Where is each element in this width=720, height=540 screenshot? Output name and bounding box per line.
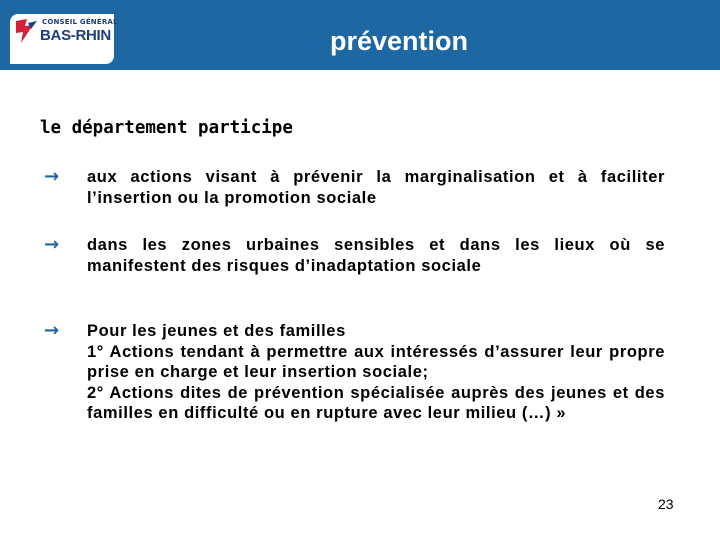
header-bar [0, 0, 720, 70]
logo-url: www.bas-rhin.fr [12, 55, 103, 67]
bullet-text [87, 321, 665, 424]
bullet-text [87, 235, 665, 276]
bullet-line: dans les zones urbaines sensibles et dans les lieux où se manifestent des risques d’inadaptation sociale [87, 236, 665, 275]
arrow-right-icon: → [44, 234, 60, 255]
bullet-line: Pour les jeunes et des familles [87, 322, 346, 340]
page-number: 23 [658, 496, 674, 512]
bullet-text [87, 167, 665, 208]
bullet-line: 2° Actions dites de prévention spécialisée auprès des jeunes et des familles en difficulté ou en rupture avec leur milieu (…) » [87, 383, 665, 422]
logo-emblem-icon [13, 17, 39, 45]
section-subtitle: le département participe [40, 118, 293, 138]
logo-line2: BAS-RHIN [40, 27, 111, 44]
slide-title: prévention [330, 26, 469, 56]
logo-line1: CONSEIL GÉNÉRAL [42, 18, 118, 26]
arrow-right-icon: → [44, 320, 60, 341]
arrow-right-icon: → [44, 166, 60, 187]
bullet-line: aux actions visant à prévenir la marginalisation et à faciliter l’insertion ou la promotion sociale [87, 168, 665, 207]
bullet-line: 1° Actions tendant à permettre aux intéressés d’assurer leur propre prise en charge et leur insertion sociale; [87, 342, 665, 381]
